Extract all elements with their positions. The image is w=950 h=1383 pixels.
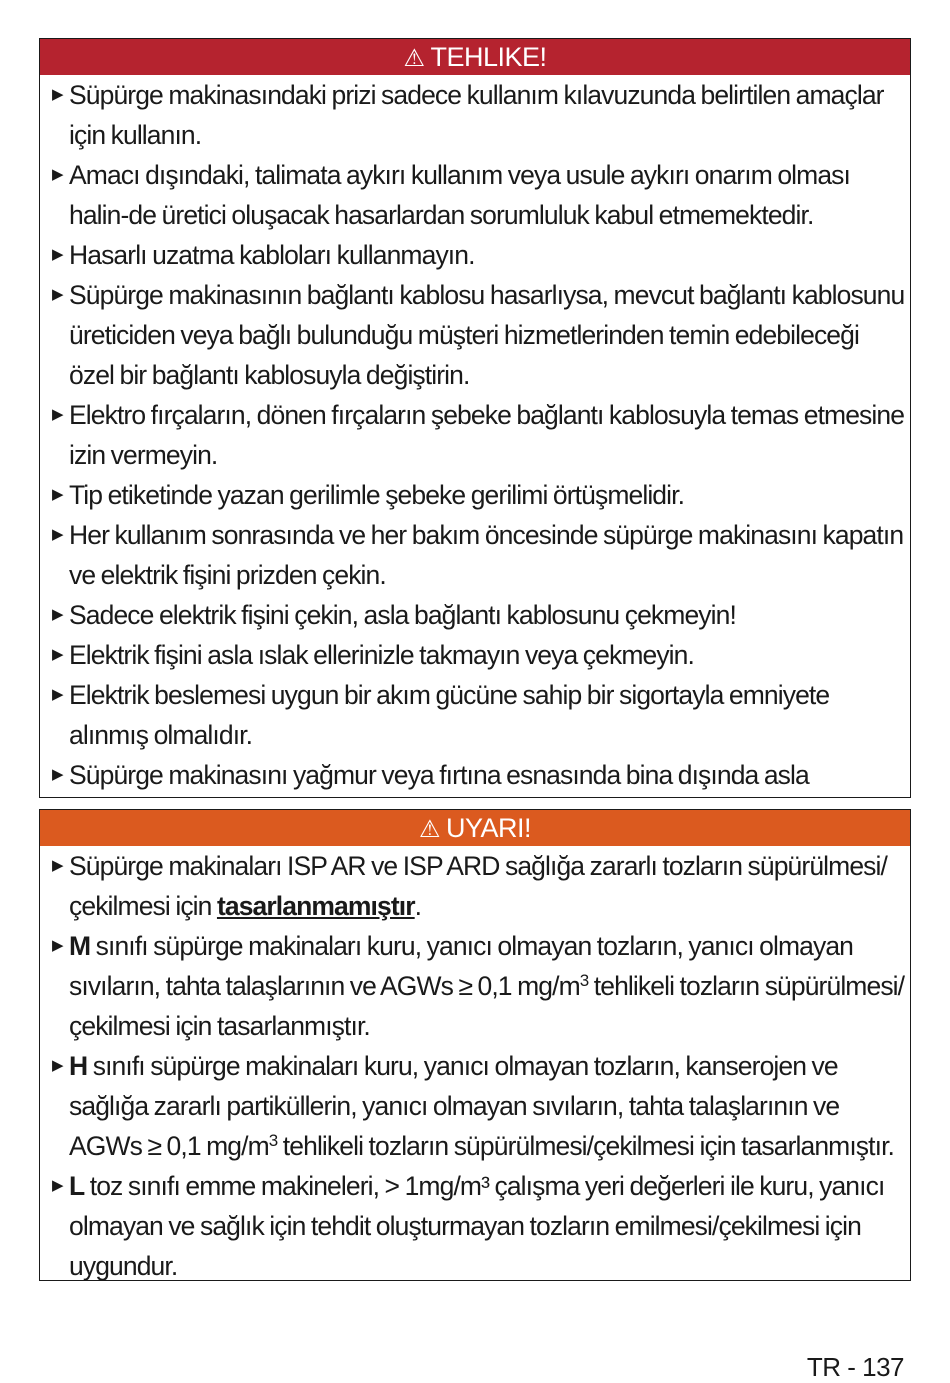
bullet-arrow-icon: ▶ [52, 166, 63, 183]
danger-header [40, 39, 910, 75]
list-item: ▶ Elektrik fişini asla ıslak ellerinizle takmayın veya çekmeyin. [44, 635, 906, 675]
list-item: ▶ Tip etiketinde yazan gerilimle şebeke gerilimi örtüşmelidir. [44, 475, 906, 515]
bullet-arrow-icon: ▶ [52, 857, 63, 874]
list-item: ▶ Hasarlı uzatma kabloları kullanmayın. [44, 235, 906, 275]
warning-header [40, 810, 910, 846]
bullet-arrow-icon: ▶ [52, 486, 63, 503]
bullet-arrow-icon: ▶ [52, 246, 63, 263]
list-item: ▶ Elektro fırçaların, dönen fırçaların şebeke bağlantı kablosuyla temas etmesine izin vermeyin. [44, 395, 906, 475]
danger-list [40, 75, 910, 835]
list-item: ▶ Süpürge makinasının bağlantı kablosu hasarlıysa, mevcut bağlantı kablosunu üreticiden veya bağlı bulunduğu müşteri hizmetlerinden temin edebileceği özel bir bağlantı kablosuyla değiştirin. [44, 275, 906, 395]
bullet-arrow-icon: ▶ [52, 286, 63, 303]
warning-list [40, 846, 910, 1286]
bullet-arrow-icon: ▶ [52, 686, 63, 703]
list-item: ▶ Elektrik beslemesi uygun bir akım gücüne sahip bir sigortayla emniyete alınmış olmalıdır. [44, 675, 906, 755]
bullet-arrow-icon: ▶ [52, 526, 63, 543]
dust-class-label: L [69, 1171, 85, 1201]
page-number: TR - 137 [806, 1352, 904, 1382]
list-item: ▶ Süpürge makinasındaki prizi sadece kullanım kılavuzunda belirtilen amaçlar için kullanın. [44, 75, 906, 155]
danger-title: TEHLIKE! [430, 42, 547, 72]
bullet-arrow-icon: ▶ [52, 1177, 63, 1194]
bullet-arrow-icon: ▶ [52, 86, 63, 103]
bullet-arrow-icon: ▶ [52, 646, 63, 663]
danger-section [39, 38, 911, 798]
warning-triangle-icon: ⚠ [403, 45, 425, 72]
list-item: ▶ H sınıfı süpürge makinaları kuru, yanıcı olmayan tozların, kanserojen ve sağlığa zararlı partiküllerin, yanıcı olmayan sıvıların, tahta talaşlarının ve AGWs ≥ 0,1 $mg/m^3$ tehlikeli tozların süpürülmesi/çekilmesi için tasarlanmıştır. [44, 1046, 906, 1166]
list-item: ▶ Amacı dışındaki, talimata aykırı kullanım veya usule aykırı onarım olması halin-de üretici oluşacak hasarlardan sorumluluk kabul etmemektedir. [44, 155, 906, 235]
dust-class-label: H [69, 1051, 88, 1081]
list-item: ▶ Süpürge makinaları ISP AR ve ISP ARD sağlığa zararlı tozların süpürülmesi/ çekilmesi için tasarlanmamıştır. [44, 846, 906, 926]
bullet-arrow-icon: ▶ [52, 937, 63, 954]
bullet-arrow-icon: ▶ [52, 606, 63, 623]
dust-class-label: M [69, 931, 91, 961]
warning-section [39, 809, 911, 1281]
list-item: ▶ Sadece elektrik fişini çekin, asla bağlantı kablosunu çekmeyin! [44, 595, 906, 635]
warning-triangle-icon: ⚠ [418, 816, 440, 843]
list-item: ▶ Süpürge makinasını yağmur veya fırtına esnasında bina dışında asla [44, 755, 906, 835]
list-item: ▶ M sınıfı süpürge makinaları kuru, yanıcı olmayan tozların, yanıcı olmayan sıvıların, tahta talaşlarının ve AGWs ≥ 0,1 $mg/m^3$ tehlikeli tozların süpürülmesi/çekilmesi için tasarlanmıştır. [44, 926, 906, 1046]
warning-title: UYARI! [446, 813, 532, 843]
emphasis-text: tasarlanmamıştır [216, 891, 415, 921]
bullet-arrow-icon: ▶ [52, 1057, 63, 1074]
bullet-arrow-icon: ▶ [52, 406, 63, 423]
list-item: ▶ Her kullanım sonrasında ve her bakım öncesinde süpürge makinasını kapatın ve elektrik fişini prizden çekin. [44, 515, 906, 595]
list-item: ▶ L toz sınıfı emme makineleri, > 1mg/m³ çalışma yeri değerleri ile kuru, yanıcı olmayan ve sağlık için tehdit oluşturmayan tozların emilmesi/çekilmesi için uygundur. [44, 1166, 906, 1286]
bullet-arrow-icon: ▶ [52, 766, 63, 783]
